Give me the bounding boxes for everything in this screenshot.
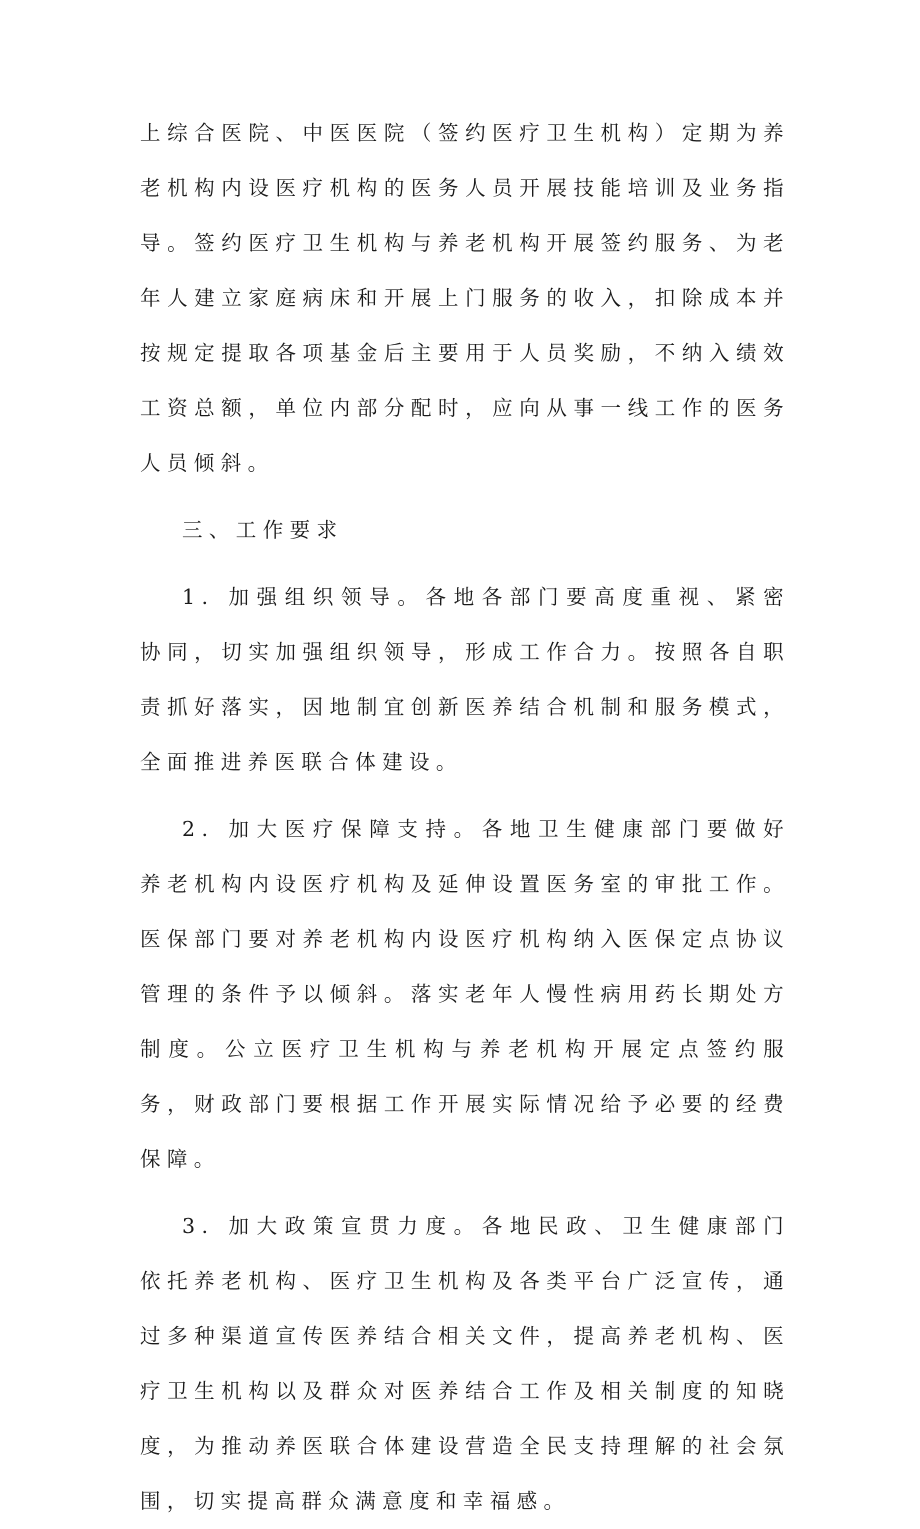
paragraph-item-3: 3. 加大政策宣贯力度。各地民政、卫生健康部门依托养老机构、医疗卫生机构及各类平台广泛宣传，通过多种渠道宣传医养结合相关文件，提高养老机构、医疗卫生机构以及群众对医养结合工作及相关制度的知晓度，为推动养医联合体建设营造全民支持理解的社会氛围，切实提高群众满意度和幸福感。: [140, 1214, 790, 1513]
paragraph-continuation: 上综合医院、中医医院（签约医疗卫生机构）定期为养老机构内设医疗机构的医务人员开展技能培训及业务指导。签约医疗卫生机构与养老机构开展签约服务、为老年人建立家庭病床和开展上门服务的收入，扣除成本并按规定提取各项基金后主要用于人员奖励，不纳入绩效工资总额，单位内部分配时，应向从事一线工作的医务人员倾斜。: [140, 121, 790, 475]
paragraph-item-1: 1. 加强组织领导。各地各部门要高度重视、紧密协同，切实加强组织领导，形成工作合力。按照各自职责抓好落实，因地制宜创新医养结合机制和服务模式，全面推进养医联合体建设。: [140, 585, 790, 774]
paragraph-item-2: 2. 加大医疗保障支持。各地卫生健康部门要做好养老机构内设医疗机构及延伸设置医务室的审批工作。医保部门要对养老机构内设医疗机构纳入医保定点协议管理的条件予以倾斜。落实老年人慢性病用药长期处方制度。公立医疗卫生机构与养老机构开展定点签约服务，财政部门要根据工作开展实际情况给予必要的经费保障。: [140, 817, 790, 1171]
section-heading: 三、工作要求: [182, 518, 344, 542]
document-body: [140, 106, 790, 1529]
